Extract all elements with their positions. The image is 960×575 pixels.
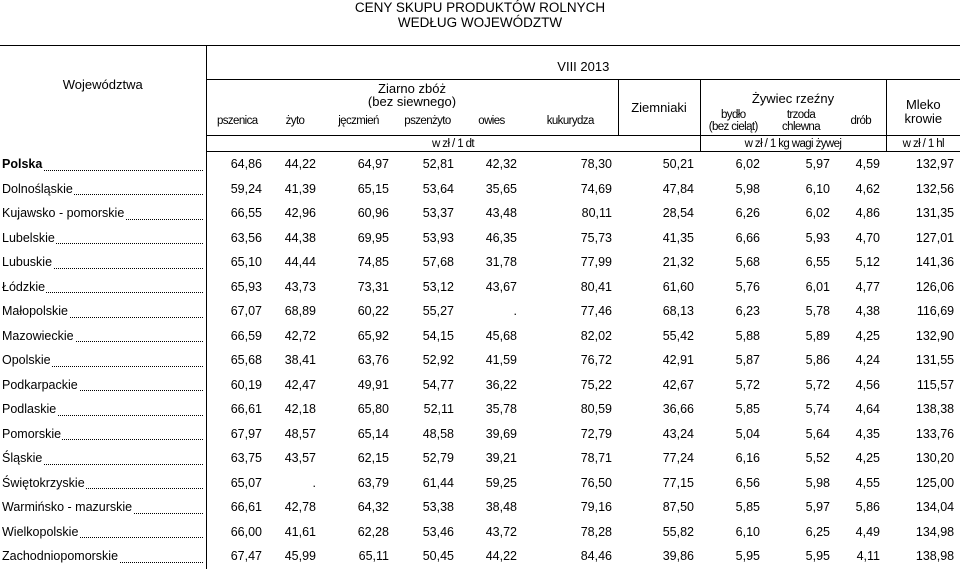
value-cell: 4,38 — [855, 304, 880, 319]
value-cell: 74,85 — [357, 255, 389, 270]
region-name: Podkarpackie — [2, 377, 78, 392]
value-cell: 55,42 — [662, 328, 694, 343]
table-row — [0, 373, 960, 398]
value-cell: 64,97 — [357, 157, 389, 172]
value-cell: 77,15 — [662, 475, 694, 490]
value-cell: 41,61 — [284, 524, 316, 539]
value-cell: 6,56 — [735, 475, 760, 490]
value-cell: 52,92 — [422, 353, 454, 368]
value-cell: 63,56 — [230, 230, 262, 245]
value-cell: 63,76 — [357, 353, 389, 368]
value-cell: 66,55 — [230, 206, 262, 221]
value-cell: 53,38 — [422, 500, 454, 515]
value-cell: 44,44 — [284, 255, 316, 270]
value-cell: 132,90 — [915, 328, 955, 343]
region-name-cell — [0, 373, 206, 398]
value-cell: 4,62 — [855, 181, 880, 196]
value-cell: 57,68 — [422, 255, 454, 270]
value-cell: 127,01 — [915, 230, 955, 245]
region-name: Dolnośląskie — [2, 181, 73, 196]
value-cell: 43,73 — [284, 279, 316, 294]
value-cell: 77,99 — [580, 255, 612, 270]
value-cell: 60,19 — [230, 377, 262, 392]
table-row — [0, 324, 960, 349]
value-cell: 36,22 — [485, 377, 517, 392]
value-cell: 63,79 — [357, 475, 389, 490]
value-cell: 53,37 — [422, 206, 454, 221]
value-cell: 80,11 — [581, 206, 612, 221]
value-cell: 133,76 — [915, 426, 955, 441]
value-cell: 5,74 — [805, 402, 830, 417]
table-row — [0, 226, 960, 251]
value-cell: 5,93 — [805, 230, 830, 245]
value-cell: 5,68 — [735, 255, 760, 270]
region-name: Opolskie — [2, 353, 51, 368]
value-cell: 5,88 — [735, 328, 760, 343]
header-livestock: Żywiec rzeźny — [751, 90, 835, 106]
value-cell: 4,25 — [855, 328, 880, 343]
unit-livestock: w zł / 1 kg wagi żywej — [700, 136, 886, 152]
value-cell: 65,15 — [357, 181, 389, 196]
value-cell: 6,66 — [735, 230, 760, 245]
value-cell: 59,25 — [485, 475, 517, 490]
value-cell: 42,47 — [284, 377, 316, 392]
header-pigs-line2: chlewna — [782, 121, 820, 134]
value-cell: 35,78 — [485, 402, 517, 417]
value-cell: 67,07 — [230, 304, 262, 319]
value-cell: 53,93 — [422, 230, 454, 245]
region-name-cell — [0, 275, 206, 300]
value-cell: 125,00 — [915, 475, 955, 490]
value-cell: 79,16 — [580, 500, 612, 515]
value-cell: 115,57 — [916, 377, 955, 392]
header-region: Województwa — [0, 46, 206, 152]
table-row — [0, 446, 960, 471]
value-cell: 4,86 — [855, 206, 880, 221]
table-row — [0, 544, 960, 569]
document-title: CENY SKUPU PRODUKTÓW ROLNYCH — [354, 0, 606, 15]
value-cell: 42,32 — [485, 157, 517, 172]
header-barley: jęczmień — [338, 115, 379, 128]
region-name-cell — [0, 495, 206, 520]
region-name-cell — [0, 226, 206, 251]
table-row — [0, 201, 960, 226]
value-cell: 5,85 — [735, 500, 760, 515]
region-name-cell — [0, 201, 206, 226]
value-cell: 5,76 — [735, 279, 760, 294]
value-cell: 42,72 — [284, 328, 316, 343]
value-cell: 49,91 — [357, 377, 389, 392]
value-cell: 43,67 — [485, 279, 517, 294]
value-cell: 65,07 — [230, 475, 262, 490]
value-cell: 141,36 — [915, 255, 955, 270]
header-milk-line1: Mleko — [905, 96, 941, 112]
region-name: Wielkopolskie — [2, 524, 79, 539]
value-cell: 4,64 — [855, 402, 880, 417]
value-cell: 76,72 — [580, 353, 612, 368]
value-cell: 52,79 — [422, 451, 454, 466]
value-cell: 5,52 — [805, 451, 830, 466]
value-cell: 50,45 — [422, 549, 454, 564]
value-cell: 76,50 — [580, 475, 612, 490]
value-cell: 6,23 — [735, 304, 760, 319]
value-cell: 64,86 — [230, 157, 262, 172]
value-cell: 131,55 — [915, 353, 955, 368]
value-cell: 5,97 — [805, 500, 830, 515]
table-row — [0, 520, 960, 545]
region-name-cell — [0, 544, 206, 569]
value-cell: 65,92 — [357, 328, 389, 343]
header-grain-line2: (bez siewnego) — [367, 93, 457, 108]
value-cell: 5,95 — [805, 549, 830, 564]
region-name-cell — [0, 348, 206, 373]
value-cell: 52,81 — [422, 157, 454, 172]
value-cell: 6,26 — [735, 206, 760, 221]
value-cell: 65,10 — [230, 255, 262, 270]
value-cell: 55,82 — [662, 524, 694, 539]
value-cell: 116,69 — [916, 304, 955, 319]
value-cell: . — [513, 304, 517, 319]
value-cell: 38,41 — [284, 353, 316, 368]
value-cell: 36,66 — [662, 402, 694, 417]
table-row — [0, 495, 960, 520]
value-cell: 6,55 — [805, 255, 830, 270]
value-cell: 52,11 — [423, 402, 454, 417]
value-cell: 38,48 — [485, 500, 517, 515]
value-cell: 82,02 — [580, 328, 612, 343]
value-cell: 65,11 — [358, 549, 389, 564]
value-cell: 65,80 — [357, 402, 389, 417]
value-cell: 39,86 — [662, 549, 694, 564]
value-cell: 5,78 — [805, 304, 830, 319]
value-cell: 126,06 — [915, 279, 955, 294]
value-cell: 60,22 — [357, 304, 389, 319]
value-cell: 5,12 — [855, 255, 880, 270]
region-name: Polska — [2, 157, 43, 171]
region-name-cell — [0, 250, 206, 275]
value-cell: 64,32 — [357, 500, 389, 515]
value-cell: 54,15 — [422, 328, 454, 343]
value-cell: 131,35 — [915, 206, 955, 221]
header-pigs — [766, 108, 836, 136]
value-cell: 5,72 — [805, 377, 830, 392]
region-name-cell — [0, 397, 206, 422]
value-cell: 77,24 — [662, 451, 694, 466]
header-cattle-line1: bydło — [721, 109, 746, 122]
unit-milk: w zł / 1 hl — [886, 136, 960, 152]
value-cell: 6,25 — [805, 524, 830, 539]
value-cell: 6,10 — [735, 524, 760, 539]
table-row — [0, 275, 960, 300]
value-cell: 44,38 — [284, 230, 316, 245]
value-cell: 61,44 — [422, 475, 454, 490]
region-name: Zachodniopomorskie — [2, 549, 119, 564]
value-cell: 132,97 — [915, 157, 955, 172]
region-name-cell — [0, 520, 206, 545]
value-cell: 4,11 — [856, 549, 880, 564]
value-cell: 43,72 — [485, 524, 517, 539]
header-triticale: pszenżyto — [404, 115, 451, 128]
value-cell: 42,91 — [662, 353, 694, 368]
value-cell: 87,50 — [662, 500, 694, 515]
unit-grain: w zł / 1 dt — [206, 136, 700, 152]
region-name-cell — [0, 177, 206, 202]
value-cell: 65,14 — [357, 426, 389, 441]
region-name: Kujawsko - pomorskie — [2, 206, 125, 221]
price-table — [0, 45, 960, 569]
value-cell: 5,72 — [735, 377, 760, 392]
value-cell: 78,30 — [580, 157, 612, 172]
table-row — [0, 422, 960, 447]
value-cell: 4,24 — [855, 353, 880, 368]
value-cell: 5,87 — [735, 353, 760, 368]
value-cell: 42,96 — [284, 206, 316, 221]
value-cell: 43,48 — [485, 206, 517, 221]
header-oats: owies — [478, 115, 505, 128]
value-cell: 5,98 — [735, 181, 760, 196]
table-row — [0, 471, 960, 496]
value-cell: 65,93 — [230, 279, 262, 294]
region-name-cell — [0, 152, 206, 177]
value-cell: 6,16 — [735, 451, 760, 466]
value-cell: 78,71 — [580, 451, 612, 466]
value-cell: 62,15 — [357, 451, 389, 466]
value-cell: 66,61 — [230, 402, 262, 417]
region-name-cell — [0, 471, 206, 496]
header-maize: kukurydza — [546, 115, 594, 128]
value-cell: 4,35 — [855, 426, 880, 441]
value-cell: 46,35 — [485, 230, 517, 245]
value-cell: 67,97 — [230, 426, 262, 441]
value-cell: 68,13 — [662, 304, 694, 319]
value-cell: 42,78 — [284, 500, 316, 515]
value-cell: 4,77 — [855, 279, 880, 294]
region-name: Świętokrzyskie — [2, 475, 85, 490]
value-cell: 45,99 — [284, 549, 316, 564]
value-cell: 138,38 — [915, 402, 955, 417]
region-name: Warmińsko - mazurskie — [2, 500, 133, 515]
region-name: Lubuskie — [2, 255, 53, 270]
region-name-cell — [0, 446, 206, 471]
table-row — [0, 250, 960, 275]
value-cell: 5,04 — [735, 426, 760, 441]
region-name: Śląskie — [2, 451, 43, 466]
value-cell: 41,39 — [284, 181, 316, 196]
value-cell: 66,61 — [230, 500, 262, 515]
value-cell: 54,77 — [422, 377, 454, 392]
value-cell: 134,98 — [915, 524, 955, 539]
value-cell: 28,54 — [662, 206, 694, 221]
value-cell: 21,32 — [662, 255, 694, 270]
value-cell: 5,98 — [805, 475, 830, 490]
region-name: Lubelskie — [2, 230, 55, 245]
value-cell: 4,49 — [855, 524, 880, 539]
header-milk-line2: krowie — [904, 110, 943, 126]
value-cell: 53,46 — [422, 524, 454, 539]
value-cell: 41,59 — [485, 353, 517, 368]
value-cell: 6,02 — [805, 206, 830, 221]
value-cell: 63,75 — [230, 451, 262, 466]
value-cell: 5,97 — [805, 157, 830, 172]
value-cell: 5,64 — [805, 426, 830, 441]
value-cell: 35,65 — [485, 181, 517, 196]
header-pigs-line1: trzoda — [786, 109, 816, 122]
value-cell: 5,85 — [735, 402, 760, 417]
table-row — [0, 152, 960, 177]
header-cattle — [700, 108, 766, 136]
table-row — [0, 397, 960, 422]
value-cell: 31,78 — [485, 255, 517, 270]
region-name: Podlaskie — [2, 402, 57, 417]
value-cell: 44,22 — [485, 549, 517, 564]
value-cell: 4,56 — [855, 377, 880, 392]
header-rye: żyto — [285, 115, 305, 128]
value-cell: 6,01 — [805, 279, 830, 294]
value-cell: 72,79 — [580, 426, 612, 441]
value-cell: 62,28 — [357, 524, 389, 539]
value-cell: 66,59 — [230, 328, 262, 343]
value-cell: 39,21 — [485, 451, 517, 466]
value-cell: 5,95 — [735, 549, 760, 564]
value-cell: 42,67 — [662, 377, 694, 392]
value-cell: 84,46 — [580, 549, 612, 564]
value-cell: 69,95 — [357, 230, 389, 245]
value-cell: 75,73 — [580, 230, 612, 245]
value-cell: 47,84 — [662, 181, 694, 196]
value-cell: . — [312, 475, 316, 490]
region-name-cell — [0, 422, 206, 447]
value-cell: 80,59 — [580, 402, 612, 417]
document-subtitle: WEDŁUG WOJEWÓDZTW — [397, 15, 563, 30]
value-cell: 48,57 — [284, 426, 316, 441]
value-cell: 74,69 — [580, 181, 612, 196]
value-cell: 42,18 — [284, 402, 316, 417]
value-cell: 60,96 — [357, 206, 389, 221]
value-cell: 45,68 — [485, 328, 517, 343]
value-cell: 53,12 — [422, 279, 454, 294]
value-cell: 59,24 — [230, 181, 262, 196]
value-cell: 6,10 — [805, 181, 830, 196]
value-cell: 53,64 — [422, 181, 454, 196]
value-cell: 68,89 — [284, 304, 316, 319]
value-cell: 4,59 — [855, 157, 880, 172]
value-cell: 4,25 — [855, 451, 880, 466]
value-cell: 78,28 — [580, 524, 612, 539]
value-cell: 80,41 — [580, 279, 612, 294]
header-grain-line1: Ziarno zbóż — [378, 80, 446, 96]
value-cell: 67,47 — [230, 549, 262, 564]
value-cell: 6,02 — [735, 157, 760, 172]
value-cell: 5,86 — [805, 353, 830, 368]
header-cattle-line2: (bez cieląt) — [708, 121, 758, 134]
region-name: Małopolskie — [2, 304, 69, 319]
value-cell: 73,31 — [357, 279, 389, 294]
header-grain — [206, 80, 618, 108]
value-cell: 41,35 — [662, 230, 694, 245]
value-cell: 61,60 — [662, 279, 694, 294]
value-cell: 55,27 — [422, 304, 454, 319]
value-cell: 75,22 — [580, 377, 612, 392]
table-body — [0, 152, 960, 569]
value-cell: 130,20 — [915, 451, 955, 466]
table-row — [0, 177, 960, 202]
value-cell: 77,46 — [580, 304, 612, 319]
value-cell: 43,24 — [662, 426, 694, 441]
header-poultry: drób — [850, 115, 872, 128]
value-cell: 65,68 — [230, 353, 262, 368]
value-cell: 132,56 — [915, 181, 955, 196]
region-name: Pomorskie — [2, 426, 62, 441]
region-name-cell — [0, 324, 206, 349]
value-cell: 48,58 — [422, 426, 454, 441]
value-cell: 134,04 — [915, 500, 955, 515]
header-milk — [886, 80, 960, 136]
value-cell: 5,86 — [855, 500, 880, 515]
value-cell: 43,57 — [284, 451, 316, 466]
value-cell: 66,00 — [230, 524, 262, 539]
table-row — [0, 348, 960, 373]
region-name: Mazowieckie — [2, 328, 74, 343]
value-cell: 5,89 — [805, 328, 830, 343]
header-period: VIII 2013 — [206, 46, 960, 80]
value-cell: 39,69 — [485, 426, 517, 441]
header-potatoes: Ziemniaki — [618, 80, 700, 136]
value-cell: 138,98 — [915, 549, 955, 564]
table-row — [0, 299, 960, 324]
header-wheat: pszenica — [216, 115, 258, 128]
value-cell: 44,22 — [284, 157, 316, 172]
value-cell: 4,55 — [855, 475, 880, 490]
value-cell: 4,70 — [855, 230, 880, 245]
region-name: Łódzkie — [2, 279, 46, 294]
value-cell: 50,21 — [662, 157, 694, 172]
region-name-cell — [0, 299, 206, 324]
